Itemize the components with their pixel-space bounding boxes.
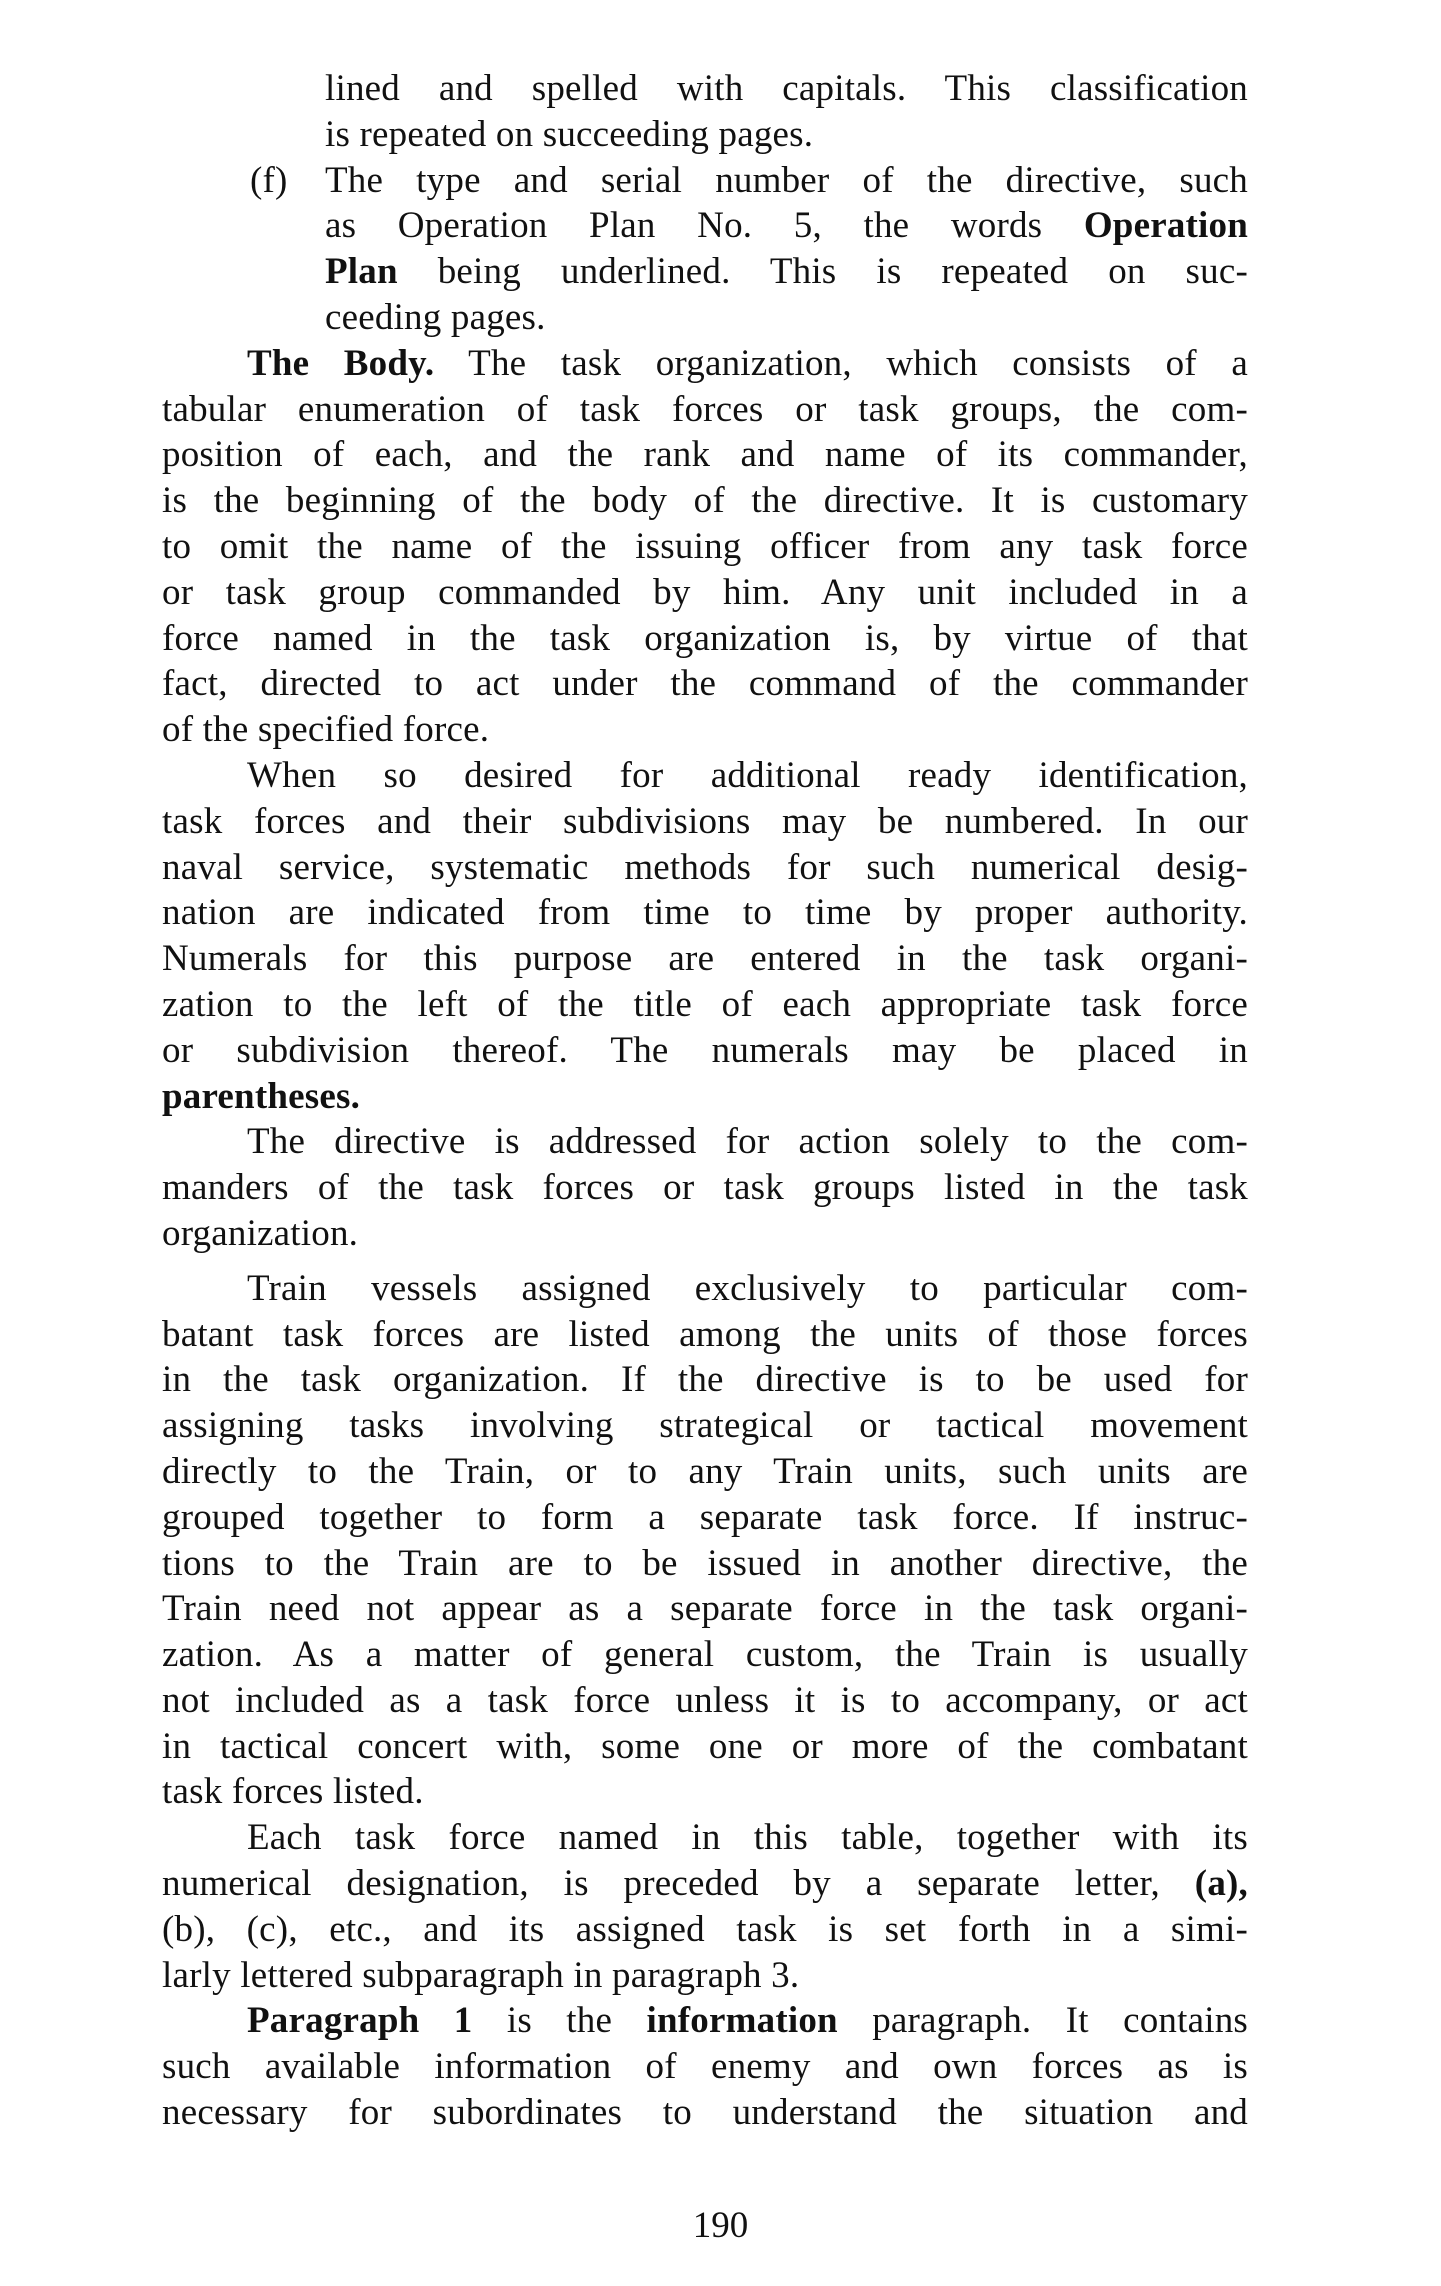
bold-term: Operation xyxy=(1083,205,1248,247)
text-line-content: directly to the Train, or to any Train units, such units are xyxy=(162,1450,1248,1492)
text-line xyxy=(325,295,1248,341)
text-line-content: being underlined. This is repeated on suc- xyxy=(437,251,1248,293)
text-line xyxy=(162,1678,1248,1724)
text-line xyxy=(325,249,1248,295)
text-line-content: Each task force named in this table, together with its xyxy=(247,1817,1248,1859)
bold-term: Plan xyxy=(325,251,398,293)
text-line-content: Train vessels assigned exclusively to particular com- xyxy=(247,1267,1248,1309)
text-line-content: in tactical concert with, some one or more of the combatant xyxy=(162,1725,1248,1767)
text-line xyxy=(162,2090,1248,2136)
text-line-content: as Operation Plan No. 5, the words xyxy=(325,205,1043,247)
section-heading: The Body. xyxy=(247,342,435,384)
text-line xyxy=(162,845,1248,891)
text-line xyxy=(162,1541,1248,1587)
text-line-content: naval service, systematic methods for such numerical desig- xyxy=(162,846,1248,888)
text-line-content: larly lettered subparagraph in paragraph 3. xyxy=(162,1954,800,1996)
text-line-content: paragraph. It contains xyxy=(872,2000,1248,2042)
text-line-content: When so desired for additional ready identification, xyxy=(247,754,1248,796)
text-line-content: or task group commanded by him. Any unit included in a xyxy=(162,571,1248,613)
text-line-content: is the xyxy=(506,2000,613,2042)
list-item-f xyxy=(250,158,1248,204)
text-line-content: numerical designation, is preceded by a separate letter, xyxy=(162,1863,1160,1905)
text-line-content: The type and serial number of the directive, such xyxy=(325,159,1248,201)
text-line xyxy=(325,112,1248,158)
text-line xyxy=(325,66,1248,112)
text-line xyxy=(162,1211,1248,1257)
text-line xyxy=(162,799,1248,845)
page-number: 190 xyxy=(692,2205,749,2246)
text-line-content: Numerals for this purpose are entered in the task organi- xyxy=(162,938,1248,980)
text-line-content: grouped together to form a separate task force. If instruc- xyxy=(162,1496,1248,1538)
text-line xyxy=(162,890,1248,936)
text-line xyxy=(162,753,1248,799)
text-line-content: not included as a task force unless it is to accompany, or act xyxy=(162,1679,1248,1721)
text-line-content: of the specified force. xyxy=(162,709,490,751)
paragraph-body-start xyxy=(162,341,1248,387)
text-line xyxy=(162,1028,1248,1074)
bold-term: (a), xyxy=(1194,1863,1248,1905)
bold-term: information xyxy=(646,2000,838,2042)
text-line-content: is repeated on succeeding pages. xyxy=(325,113,814,155)
text-line-content: task forces listed. xyxy=(162,1771,424,1813)
text-line xyxy=(162,616,1248,662)
text-line xyxy=(162,2044,1248,2090)
text-line xyxy=(162,1403,1248,1449)
text-line xyxy=(162,1815,1248,1861)
text-line-content: The task organization, which consists of a xyxy=(468,342,1248,384)
text-line-content: in the task organization. If the directive is to be used for xyxy=(162,1359,1248,1401)
text-line xyxy=(162,1312,1248,1358)
text-line xyxy=(162,1357,1248,1403)
list-label: (f) xyxy=(250,159,288,201)
text-line xyxy=(162,1632,1248,1678)
text-line xyxy=(162,1119,1248,1165)
text-line-content: assigning tasks involving strategical or tactical movement xyxy=(162,1405,1248,1447)
text-line xyxy=(162,936,1248,982)
text-line-content: zation. As a matter of general custom, the Train is usually xyxy=(162,1634,1248,1676)
bold-term: Paragraph 1 xyxy=(247,2000,473,2042)
text-line-content: is the beginning of the body of the directive. It is customary xyxy=(162,480,1248,522)
text-line xyxy=(162,982,1248,1028)
text-line-content: tions to the Train are to be issued in another directive, the xyxy=(162,1542,1248,1584)
page-body xyxy=(162,66,1248,2136)
text-line xyxy=(325,203,1248,249)
text-line-content: position of each, and the rank and name of its commander, xyxy=(162,434,1248,476)
text-line xyxy=(162,1586,1248,1632)
text-line xyxy=(162,478,1248,524)
text-line xyxy=(162,1861,1248,1907)
text-line xyxy=(162,661,1248,707)
text-line-content: (b), (c), etc., and its assigned task is set forth in a simi- xyxy=(162,1908,1248,1950)
text-line-content: necessary for subordinates to understand the situation and xyxy=(162,2092,1248,2134)
text-line-content: to omit the name of the issuing officer from any task force xyxy=(162,525,1248,567)
text-line-content: force named in the task organization is, by virtue of that xyxy=(162,617,1248,659)
text-line xyxy=(162,570,1248,616)
text-line xyxy=(162,1953,1248,1999)
text-line xyxy=(162,1724,1248,1770)
text-line-content: nation are indicated from time to time by proper authority. xyxy=(162,892,1248,934)
text-line-content: organization. xyxy=(162,1212,359,1254)
text-line-content: fact, directed to act under the command of the commander xyxy=(162,663,1248,705)
text-line-content: zation to the left of the title of each appropriate task force xyxy=(162,983,1248,1025)
text-line-content: batant task forces are listed among the units of those forces xyxy=(162,1313,1248,1355)
text-line xyxy=(162,432,1248,478)
text-line xyxy=(162,707,1248,753)
text-line-content: tabular enumeration of task forces or task groups, the com- xyxy=(162,388,1248,430)
text-line xyxy=(162,1495,1248,1541)
text-line-content: manders of the task forces or task groups listed in the task xyxy=(162,1167,1248,1209)
text-line xyxy=(162,1769,1248,1815)
text-line xyxy=(162,1998,1248,2044)
text-line-content: or subdivision thereof. The numerals may be placed in xyxy=(162,1029,1248,1071)
text-line xyxy=(162,1449,1248,1495)
text-line xyxy=(162,387,1248,433)
text-line xyxy=(162,1907,1248,1953)
text-line xyxy=(162,524,1248,570)
text-line-content: The directive is addressed for action solely to the com- xyxy=(247,1121,1248,1163)
text-line-content: ceeding pages. xyxy=(325,296,546,338)
bold-term: parentheses. xyxy=(162,1075,361,1117)
text-line xyxy=(162,1165,1248,1211)
text-line-content: task forces and their subdivisions may be numbered. In our xyxy=(162,800,1248,842)
text-line-content: lined and spelled with capitals. This classification xyxy=(325,68,1248,109)
text-line-content: Train need not appear as a separate force in the task organi- xyxy=(162,1588,1248,1630)
text-line xyxy=(162,1266,1248,1312)
text-line xyxy=(162,1074,1248,1120)
text-line-content: such available information of enemy and own forces as is xyxy=(162,2046,1248,2088)
